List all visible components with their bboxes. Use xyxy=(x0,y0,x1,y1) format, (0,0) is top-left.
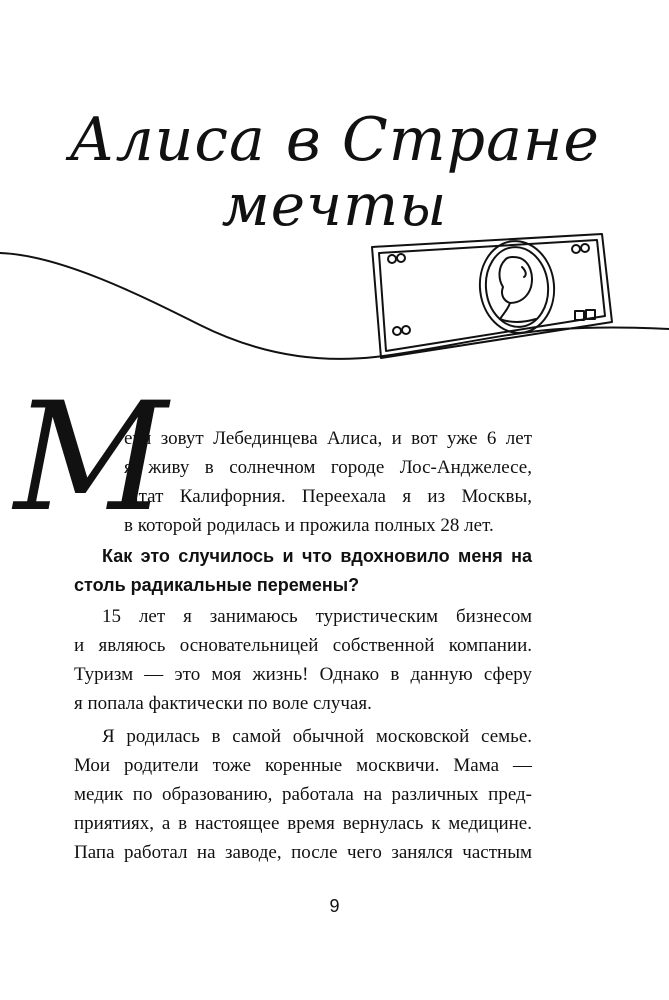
banknote-icon xyxy=(0,234,669,359)
body-line: приятиях, а в настоящее время вернулась к медицине. xyxy=(74,813,532,834)
body-line: медик по образованию, работала на различных пред- xyxy=(74,784,532,805)
banknote-illustration xyxy=(0,215,669,375)
body-text-block-1 xyxy=(74,424,532,540)
drop-cap: М xyxy=(14,371,168,545)
body-text-block-2 xyxy=(74,542,532,867)
chapter-title-line-1: Алиса в Стране xyxy=(69,105,600,175)
body-line: Мои родители тоже коренные москвичи. Мама — xyxy=(74,755,532,776)
body-line: я попала фактически по воле случая. xyxy=(74,693,372,714)
body-line: Туризм — это моя жизнь! Однако в данную сферу xyxy=(74,664,532,685)
body-line: в которой родилась и прожила полных 28 лет. xyxy=(124,515,494,536)
body-line: штат Калифорния. Переехала я из Москвы, xyxy=(124,486,532,507)
body-line: я живу в солнечном городе Лос-Анджелесе, xyxy=(124,457,532,478)
bold-question-line: Как это случилось и что вдохновило меня на xyxy=(102,546,532,566)
chapter-title-line-2: мечты xyxy=(221,171,448,239)
body-line: еня зовут Лебединцева Алиса, и вот уже 6 лет xyxy=(124,428,532,449)
body-line: и являюсь основательницей собственной компании. xyxy=(74,635,532,656)
bold-question-line: столь радикальные перемены? xyxy=(74,575,360,595)
body-line: Я родилась в самой обычной московской семье. xyxy=(102,726,532,747)
page-number: 9 xyxy=(329,896,340,916)
body-line: 15 лет я занимаюсь туристическим бизнесом xyxy=(102,606,532,627)
body-line: Папа работал на заводе, после чего занялся частным xyxy=(74,842,532,863)
